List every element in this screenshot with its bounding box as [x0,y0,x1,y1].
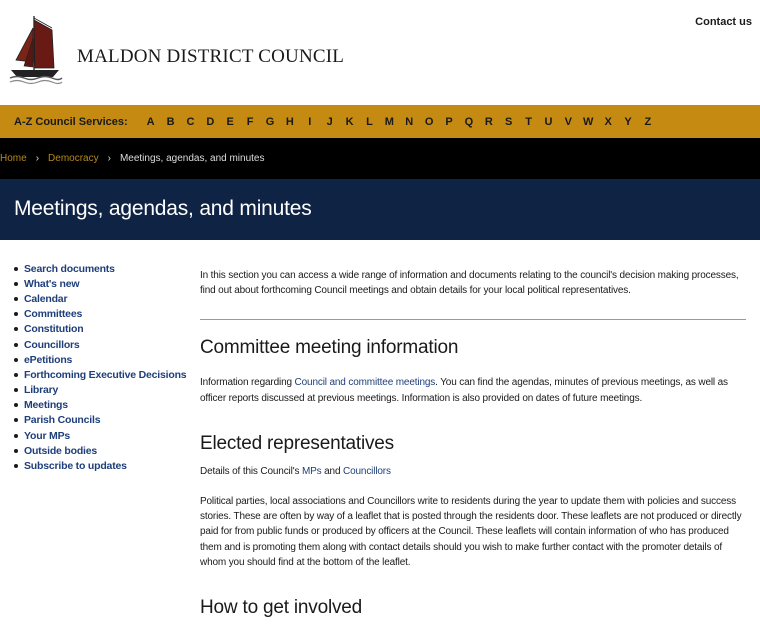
sidebar-nav [14,261,194,474]
breadcrumb-current: Meetings, agendas, and minutes [119,153,265,164]
sidebar-item-whats-new[interactable] [14,276,194,291]
sidebar-item-label[interactable]: Forthcoming Executive Decisions [24,368,187,381]
bullet-icon [14,358,18,362]
sidebar-item-label[interactable]: Your MPs [24,429,71,442]
az-letter-f[interactable]: F [246,115,254,128]
bullet-icon [14,267,18,271]
az-letter-w[interactable]: W [583,115,594,128]
sidebar-item-label[interactable]: Councillors [24,338,80,351]
az-letter-n[interactable]: N [405,115,414,128]
sidebar-item-label[interactable]: ePetitions [24,353,73,366]
bullet-icon [14,282,18,286]
elected-details-before: Details of this Council's [200,465,302,477]
sidebar-item-label[interactable]: Library [24,384,59,397]
intro-paragraph: In this section you can access a wide range of information and documents relating to the council's decision making processes, find out about forthcoming Council meetings and obtain details for your local political representatives. [200,270,739,297]
committee-paragraph [200,375,746,405]
sidebar-item-label[interactable]: Outside bodies [24,444,98,457]
sidebar-item-councillors[interactable] [14,337,194,352]
az-letter-h[interactable]: H [285,115,294,128]
az-letter-i[interactable]: I [308,115,312,128]
az-letter-u[interactable]: U [544,115,553,128]
sailing-barge-logo-icon[interactable] [8,14,62,86]
sidebar-item-committees[interactable] [14,307,194,322]
chevron-right-icon: › [107,153,111,164]
site-header [0,0,760,105]
az-letter-v[interactable]: V [564,115,573,128]
mps-link[interactable]: MPs [301,465,322,477]
sidebar-item-search-documents[interactable] [14,261,194,276]
az-letter-z[interactable]: Z [644,115,652,128]
az-letter-c[interactable]: C [186,115,195,128]
sidebar-item-label[interactable]: Search documents [24,262,115,275]
az-letter-j[interactable]: J [326,115,333,128]
sidebar-item-label[interactable]: Subscribe to updates [24,460,127,473]
breadcrumb-democracy[interactable]: Democracy [48,153,99,164]
main-content [200,268,746,635]
sidebar-item-library[interactable] [14,383,194,398]
bullet-icon [14,343,18,347]
sidebar-item-label[interactable]: Committees [24,308,83,321]
az-label: A-Z Council Services: [14,115,128,128]
az-letter-b[interactable]: B [166,115,175,128]
site-name[interactable]: MALDON DISTRICT COUNCIL [77,46,345,67]
sidebar-item-label[interactable]: Parish Councils [24,414,101,427]
bullet-icon [14,434,18,438]
bullet-icon [14,373,18,377]
az-letter-l[interactable]: L [366,115,373,128]
sidebar-item-outside-bodies[interactable] [14,443,194,458]
sidebar-item-parish-councils[interactable] [14,413,194,428]
az-letter-a[interactable]: A [146,115,155,128]
az-letter-s[interactable]: S [505,115,513,128]
breadcrumb-home[interactable]: Home [0,153,27,164]
elected-heading: Elected representatives [200,432,394,454]
leaflet-paragraph: Political parties, local associations and Councillors write to residents during the year to update them with policies and success stories. These are often by way of a leaflet that is posted through the residents door. These leaflets are not produced or directly paid for from public funds or produced by officers at the Council. These leaflets will contain information of who has produced them and is promoting them along with contact details should you wish to make further contact with the promoter details of whom you should find at the bottom of the leaflet. [200,496,742,568]
councillors-link[interactable]: Councillors [343,465,391,477]
sidebar-item-label[interactable]: Meetings [24,399,68,412]
sidebar-item-forthcoming-executive-decisions[interactable] [14,367,194,382]
az-letter-o[interactable]: O [424,115,434,128]
chevron-right-icon: › [35,153,40,164]
title-band [0,179,760,240]
committee-heading: Committee meeting information [200,337,459,359]
az-letter-g[interactable]: G [265,115,275,128]
sidebar-item-meetings[interactable] [14,398,194,413]
divider [200,319,746,320]
az-letter-x[interactable]: X [604,115,612,128]
council-committee-meetings-link[interactable]: Council and committee meetings [294,377,436,389]
elected-details-paragraph [200,464,746,479]
az-letter-d[interactable]: D [206,115,215,128]
az-letter-t[interactable]: T [525,115,532,128]
committee-text-before: Information regarding [200,377,295,389]
involved-heading: How to get involved [200,597,363,619]
bullet-icon [14,297,18,301]
az-letter-q[interactable]: Q [464,115,474,128]
az-letter-e[interactable]: E [226,115,234,128]
breadcrumb [0,138,760,179]
bullet-icon [14,388,18,392]
sidebar-item-label[interactable]: Constitution [24,323,84,336]
contact-us-link[interactable]: Contact us [695,16,752,28]
elected-and: and [321,465,344,477]
bullet-icon [14,403,18,407]
az-services-bar [0,105,760,138]
az-letter-m[interactable]: M [384,115,394,128]
sidebar-item-calendar[interactable] [14,291,194,306]
committee-text-after: . You can find the agendas, minutes of previous meetings, as well as officer reports discussed at previous meetings. Information is also provided on dates of future meetings. [200,377,728,404]
page-title: Meetings, agendas, and minutes [14,197,312,220]
az-letter-p[interactable]: P [445,115,453,128]
sidebar-item-label[interactable]: Calendar [24,292,68,305]
bullet-icon [14,418,18,422]
sidebar-item-subscribe-to-updates[interactable] [14,458,194,473]
az-letter-y[interactable]: Y [624,115,632,128]
sidebar-item-your-mps[interactable] [14,428,194,443]
bullet-icon [14,327,18,331]
bullet-icon [14,449,18,453]
az-letter-r[interactable]: R [484,115,493,128]
sidebar-item-label[interactable]: What's new [24,277,80,290]
sidebar-item-epetitions[interactable] [14,352,194,367]
az-letter-k[interactable]: K [345,115,354,128]
bullet-icon [14,464,18,468]
sidebar-item-constitution[interactable] [14,322,194,337]
bullet-icon [14,312,18,316]
